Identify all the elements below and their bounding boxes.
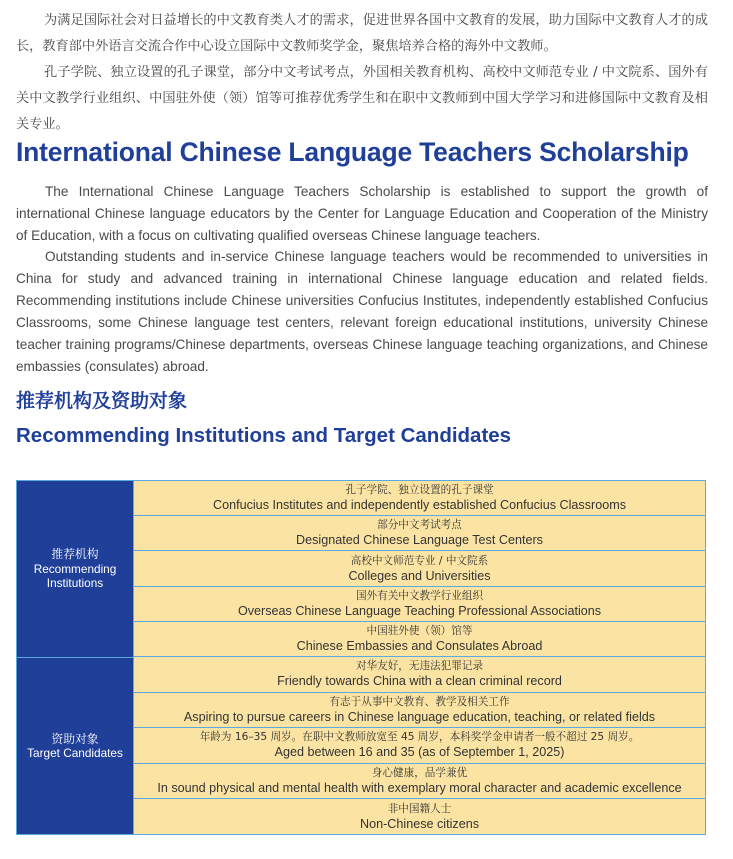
intro-en-paragraph-1: The International Chinese Language Teachers Scholarship is established to support the growth of international Chinese language educators by the Center for Language Education and Cooperation of the Ministry of Education, with a focus on cultivating qualified overseas Chinese language teachers.	[16, 184, 708, 243]
table-row	[134, 728, 705, 764]
intro-en-paragraph-2: Outstanding students and in-service Chinese language teachers would be recommended to universities in China for study and advanced training in international Chinese language education and related fields. Recommending institutions include Chinese universities Confucius Institutes, independently established Confucius Classrooms, some Chinese language test centers, relevant foreign educational institutions, university Chinese teacher training programs/Chinese departments, overseas Chinese language teaching organizations, and Chinese embassies (consulates) abroad.	[16, 249, 708, 374]
row-text-en: Aspiring to pursue careers in Chinese language education, teaching, or related fields	[183, 709, 656, 724]
intro-cn-paragraph-1: 为满足国际社会对日益增长的中文教育类人才的需求，促进世界各国中文教育的发展，助力国际中文教育人才的成长，教育部中外语言交流合作中心设立国际中文教师奖学金，聚焦培养合格的海外中文教师。	[16, 13, 708, 54]
table-row	[134, 622, 705, 657]
scholarship-title: International Chinese Language Teachers Scholarship	[16, 137, 689, 167]
row-text-cn: 孔子学院、独立设置的孔子课堂	[345, 484, 494, 497]
row-text-cn: 非中国籍人士	[387, 802, 452, 815]
group-label-en: Target Candidates	[27, 746, 123, 760]
table-row	[134, 551, 705, 586]
row-text-en: Non-Chinese citizens	[360, 816, 479, 831]
row-text-en: Designated Chinese Language Test Centers	[296, 533, 543, 548]
row-text-cn: 身心健康，品学兼优	[371, 767, 468, 780]
table-row	[134, 657, 705, 693]
group-label-cell	[17, 657, 134, 834]
section-title-cn: 推荐机构及资助对象	[16, 390, 188, 412]
row-text-en: Overseas Chinese Language Teaching Professional Associations	[237, 603, 602, 618]
table-row	[134, 587, 705, 622]
row-text-cn: 年龄为 16–35 周岁。在职中文教师放宽至 45 周岁，本科奖学金申请者一般不超过 25 周岁。	[199, 731, 640, 744]
row-text-cn: 对华友好，无违法犯罪记录	[355, 660, 484, 673]
group-label-cell	[17, 481, 134, 657]
row-text-en: Friendly towards China with a clean criminal record	[277, 674, 562, 689]
row-text-cn: 有志于从事中文教育、教学及相关工作	[329, 695, 510, 708]
institutions-candidates-table	[16, 480, 706, 835]
row-text-cn: 中国驻外使（领）馆等	[366, 624, 473, 637]
row-text-en: In sound physical and mental health with exemplary moral character and academic excellence	[157, 781, 682, 796]
section-title-en: Recommending Institutions and Target Candidates	[16, 424, 512, 447]
row-text-en: Confucius Institutes and independently established Confucius Classrooms	[212, 498, 627, 513]
row-text-en: Aged between 16 and 35 (as of September 1, 2025)	[274, 745, 565, 760]
intro-cn-paragraph-2: 孔子学院、独立设置的孔子课堂，部分中文考试考点，外国相关教育机构、高校中文师范专业 / 中文院系、国外有关中文教学行业组织、中国驻外使（领）馆等可推荐优秀学生和在职中文教师到中国大学学习和进修国际中文教育及相关专业。	[16, 65, 708, 132]
row-text-en: Chinese Embassies and Consulates Abroad	[296, 638, 543, 653]
row-text-cn: 国外有关中文教学行业组织	[355, 589, 484, 602]
table-row	[134, 481, 705, 516]
group-label-cn: 推荐机构	[51, 547, 99, 562]
target-candidates-group	[17, 657, 705, 834]
group-label-cn: 资助对象	[51, 731, 99, 746]
row-text-en: Colleges and Universities	[348, 568, 491, 583]
group-label-en: Recommending Institutions	[33, 561, 117, 591]
recommending-institutions-group	[17, 481, 705, 657]
table-row	[134, 516, 705, 551]
table-row	[134, 764, 705, 800]
row-text-cn: 高校中文师范专业 / 中文院系	[350, 554, 489, 567]
table-row	[134, 693, 705, 729]
row-text-cn: 部分中文考试考点	[377, 519, 462, 532]
table-row	[134, 799, 705, 834]
